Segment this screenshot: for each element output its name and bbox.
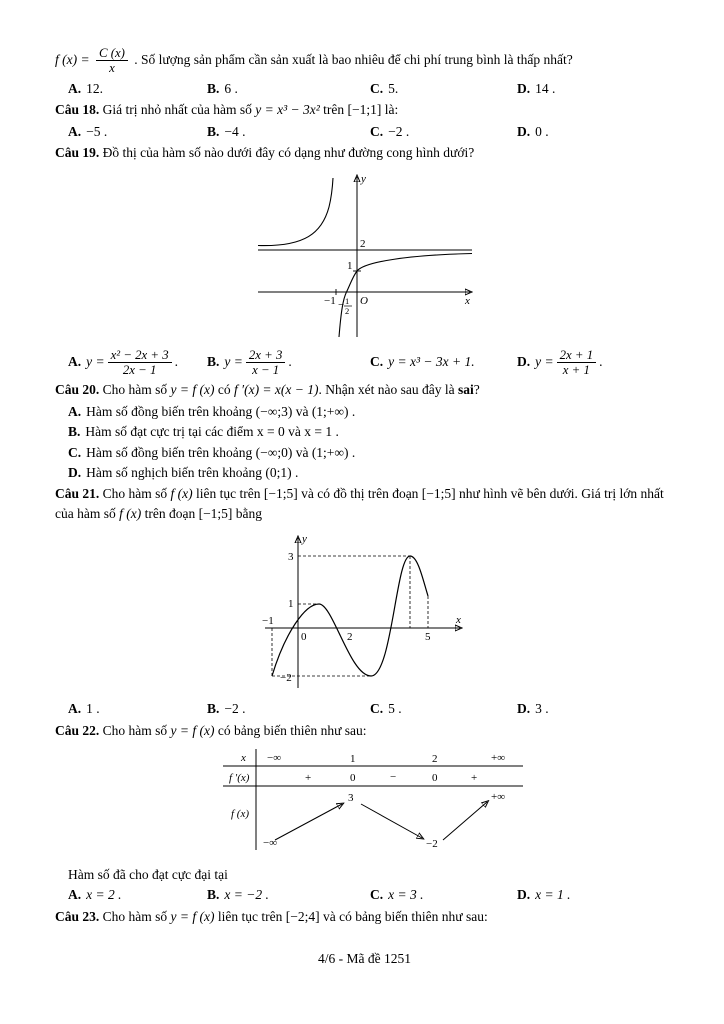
- question-number: Câu 23.: [55, 908, 100, 924]
- answer-option: [370, 122, 517, 143]
- frac-num: 2x + 3: [246, 348, 286, 363]
- answer-label: A.: [68, 80, 82, 96]
- row-label-fprime: f ′(x): [229, 772, 250, 785]
- answer-label: C.: [370, 700, 384, 716]
- q17-frac-den: x: [109, 61, 115, 76]
- answer-fraction: [108, 348, 172, 378]
- q20-math2: f ′(x) = x(x − 1): [234, 382, 319, 398]
- answer-option: [68, 699, 207, 720]
- answer-text: Hàm số nghịch biến trên khoảng (0;1) .: [86, 465, 299, 481]
- q19-function-graph: [250, 167, 480, 345]
- q23-seg1: Cho hàm số: [102, 908, 168, 924]
- answer-label: D.: [517, 123, 531, 139]
- answer-post: .: [599, 353, 603, 369]
- q17-question-text: . Số lượng sản phẩm cần sản xuất là bao nhiêu để chi phí trung bình là thấp nhất?: [134, 51, 573, 67]
- q23-math1: y = f (x): [170, 908, 215, 924]
- answer-label: C.: [68, 444, 82, 460]
- answer-option: [207, 699, 370, 720]
- half-num: 1: [344, 295, 349, 306]
- tick-label-minus1: −1: [261, 614, 274, 627]
- arrow-up-1: [275, 804, 342, 840]
- q17-fraction: [96, 46, 128, 76]
- x-value-1: 1: [350, 753, 356, 766]
- answer-option: [207, 122, 370, 143]
- tick-label-1: 1: [346, 259, 352, 272]
- y-axis-label: y: [360, 172, 366, 185]
- arrow-up-2: [443, 802, 487, 840]
- answer-text: −4 .: [224, 123, 246, 139]
- q22-math1: y = f (x): [170, 722, 215, 738]
- answer-fraction: [557, 348, 597, 378]
- q22-answers: [68, 885, 674, 906]
- answer-label: B.: [207, 700, 220, 716]
- half-den: 2: [344, 305, 349, 316]
- f-max-value: 3: [348, 792, 354, 805]
- sign-zero-2: 0: [432, 772, 438, 785]
- answer-label: D.: [517, 80, 531, 96]
- q22-seg2: có bảng biến thiên như sau:: [217, 722, 367, 738]
- x-value-2: 2: [432, 753, 438, 766]
- answer-option: [68, 348, 207, 378]
- answer-text: 1 .: [86, 700, 100, 716]
- answer-pre: y =: [86, 353, 105, 369]
- answer-option: [207, 885, 370, 906]
- answer-text: 6 .: [224, 80, 238, 96]
- sign-plus-2: +: [471, 772, 478, 785]
- answer-text: Hàm số đồng biến trên khoảng (−∞;0) và (1;+∞) .: [86, 444, 356, 460]
- question-17-text: [55, 46, 674, 76]
- q23-seg2: liên tục trên [−2;4] và có bảng biến thiên như sau:: [217, 908, 488, 924]
- q22-post: Hàm số đã cho đạt cực đại tại: [68, 866, 228, 882]
- tick-label-minus1: −1: [323, 294, 336, 307]
- question-number: Câu 18.: [55, 102, 100, 118]
- answer-option: [68, 122, 207, 143]
- q22-variation-table-wrap: [223, 747, 674, 859]
- q21-seg2b: trị lớn nhất của hàm số: [55, 485, 664, 522]
- answer-pre: y =: [535, 353, 554, 369]
- answer-label: A.: [68, 353, 82, 369]
- q20-seg4: ?: [473, 382, 480, 398]
- q17-formula-lead: f (x) =: [55, 51, 90, 67]
- tick-label-5: 5: [424, 630, 430, 643]
- answer-label: D.: [517, 353, 531, 369]
- q20-math1: y = f (x): [170, 382, 215, 398]
- q22-variation-table: [223, 747, 523, 852]
- answer-option: [517, 348, 674, 378]
- q21-math1: f (x): [170, 485, 193, 501]
- x-value-neg-inf: −∞: [267, 752, 282, 765]
- frac-den: x − 1: [252, 363, 280, 378]
- row-label-x: x: [241, 752, 246, 765]
- answer-text: Hàm số đạt cực trị tại các điểm x = 0 và x = 1 .: [85, 424, 339, 440]
- tick-label-2: 2: [346, 630, 352, 643]
- tick-label-0: 0: [300, 630, 306, 643]
- q17-frac-num: C (x): [96, 46, 128, 61]
- x-axis-label: x: [464, 294, 470, 307]
- q22-post-text: [68, 865, 674, 886]
- curve-left-branch: [258, 178, 333, 246]
- answer-post: .: [174, 353, 179, 369]
- tick-label-1: 1: [287, 597, 293, 610]
- q18-math: y = x³ − 3x²: [255, 102, 320, 118]
- question-19-text: [55, 143, 674, 164]
- question-22-text: [55, 721, 674, 742]
- q20-seg2: có: [217, 382, 231, 398]
- footer-text: 4/6 - Mã đề 1251: [318, 951, 411, 967]
- question-number: Câu 19.: [55, 145, 100, 161]
- answer-option: [517, 885, 674, 906]
- answer-option: [370, 79, 517, 100]
- answer-text: 5.: [388, 80, 399, 96]
- answer-text: x = 3 .: [388, 887, 424, 903]
- frac-num: x² − 2x + 3: [108, 348, 172, 363]
- answer-label: D.: [517, 887, 531, 903]
- answer-text: y = x³ − 3x + 1.: [388, 354, 475, 370]
- q19-answers: [68, 348, 674, 378]
- f-pos-inf: +∞: [491, 791, 506, 804]
- function-curve: [272, 556, 428, 676]
- q21-seg1: Cho hàm số: [102, 485, 168, 501]
- answer-option: [370, 352, 517, 373]
- answer-text: x = 1 .: [535, 887, 571, 903]
- x-value-pos-inf: +∞: [491, 752, 506, 765]
- q22-seg1: Cho hàm số: [102, 722, 168, 738]
- answer-text: x = −2 .: [224, 887, 269, 903]
- answer-text: 3 .: [535, 700, 549, 716]
- answer-post: .: [288, 353, 292, 369]
- q20-seg1: Cho hàm số: [102, 382, 168, 398]
- answer-label: A.: [68, 123, 82, 139]
- f-min-value: −2: [426, 838, 438, 851]
- tick-label-3: 3: [287, 550, 293, 563]
- answer-label: A.: [68, 700, 82, 716]
- tick-label-2: 2: [359, 237, 365, 250]
- q21-function-graph: [260, 528, 470, 696]
- answer-text: 0 .: [535, 123, 549, 139]
- answer-label: B.: [207, 80, 220, 96]
- q20-option-d: [68, 463, 674, 484]
- answer-option: [68, 79, 207, 100]
- answer-option: [207, 348, 370, 378]
- answer-text: 5 .: [388, 700, 402, 716]
- q20-option-b: [68, 422, 674, 443]
- q18-answers: [68, 122, 674, 143]
- page-footer: [55, 949, 674, 970]
- answer-label: B.: [207, 123, 220, 139]
- answer-option: [517, 122, 674, 143]
- sign-minus: −: [390, 771, 397, 784]
- question-18-text: [55, 100, 674, 121]
- half-sign: −: [337, 298, 344, 311]
- answer-label: C.: [370, 80, 384, 96]
- y-axis-label: y: [301, 532, 307, 545]
- sign-zero-1: 0: [350, 772, 356, 785]
- origin-label: O: [359, 294, 368, 307]
- question-number: Câu 22.: [55, 722, 100, 738]
- frac-num: 2x + 1: [557, 348, 597, 363]
- answer-label: C.: [370, 354, 384, 370]
- answer-label: B.: [207, 887, 220, 903]
- tick-label-minus2: −2: [279, 671, 292, 684]
- question-23-text: [55, 907, 674, 928]
- answer-label: B.: [68, 424, 81, 440]
- q18-seg2: trên [−1;1] là:: [323, 102, 399, 118]
- answer-text: −2 .: [224, 700, 246, 716]
- answer-label: D.: [517, 700, 531, 716]
- q21-seg2: liên tục trên [−1;5] và có đồ thị trên đoạn [−1;5] như hình vẽ bên dưới. Giá: [196, 485, 601, 501]
- x-axis-label: x: [455, 613, 461, 626]
- q21-answers: [68, 699, 674, 720]
- curve-right-branch: [339, 253, 472, 337]
- q20-bold-word: sai: [457, 382, 474, 398]
- answer-option: [370, 699, 517, 720]
- q17-answers: [68, 79, 674, 100]
- question-20-text: [55, 380, 674, 401]
- answer-text: 14 .: [535, 80, 556, 96]
- question-21-text: [55, 484, 674, 525]
- q20-option-a: [68, 402, 674, 423]
- f-neg-inf: −∞: [263, 837, 278, 850]
- answer-option: [517, 699, 674, 720]
- answer-pre: y =: [224, 353, 243, 369]
- question-number: Câu 21.: [55, 485, 100, 501]
- frac-den: x + 1: [562, 363, 590, 378]
- row-label-f: f (x): [231, 808, 250, 821]
- q21-math2: f (x): [119, 506, 142, 522]
- frac-den: 2x − 1: [122, 363, 157, 378]
- answer-text: −2 .: [388, 123, 410, 139]
- answer-option: [207, 79, 370, 100]
- answer-fraction: [246, 348, 286, 378]
- sign-plus-1: +: [305, 772, 312, 785]
- answer-text: 12.: [86, 80, 103, 96]
- answer-text: x = 2 .: [86, 887, 122, 903]
- answer-label: C.: [370, 123, 384, 139]
- question-number: Câu 20.: [55, 382, 100, 398]
- answer-option: [68, 885, 207, 906]
- answer-label: B.: [207, 353, 220, 369]
- answer-label: C.: [370, 887, 384, 903]
- answer-option: [370, 885, 517, 906]
- answer-label: A.: [68, 403, 82, 419]
- q19-question-text: Đồ thị của hàm số nào dưới đây có dạng như đường cong hình dưới?: [102, 145, 475, 161]
- answer-label: D.: [68, 465, 82, 481]
- answer-text: −5 .: [86, 123, 108, 139]
- arrow-down: [361, 804, 422, 838]
- answer-label: A.: [68, 887, 82, 903]
- answer-option: [517, 79, 674, 100]
- q20-option-c: [68, 443, 674, 464]
- q20-seg3: . Nhận xét nào sau đây là: [318, 382, 455, 398]
- q18-seg1: Giá trị nhỏ nhất của hàm số: [102, 102, 252, 118]
- q21-seg3: trên đoạn [−1;5] bằng: [144, 506, 263, 522]
- answer-text: Hàm số đồng biến trên khoảng (−∞;3) và (1;+∞) .: [86, 403, 356, 419]
